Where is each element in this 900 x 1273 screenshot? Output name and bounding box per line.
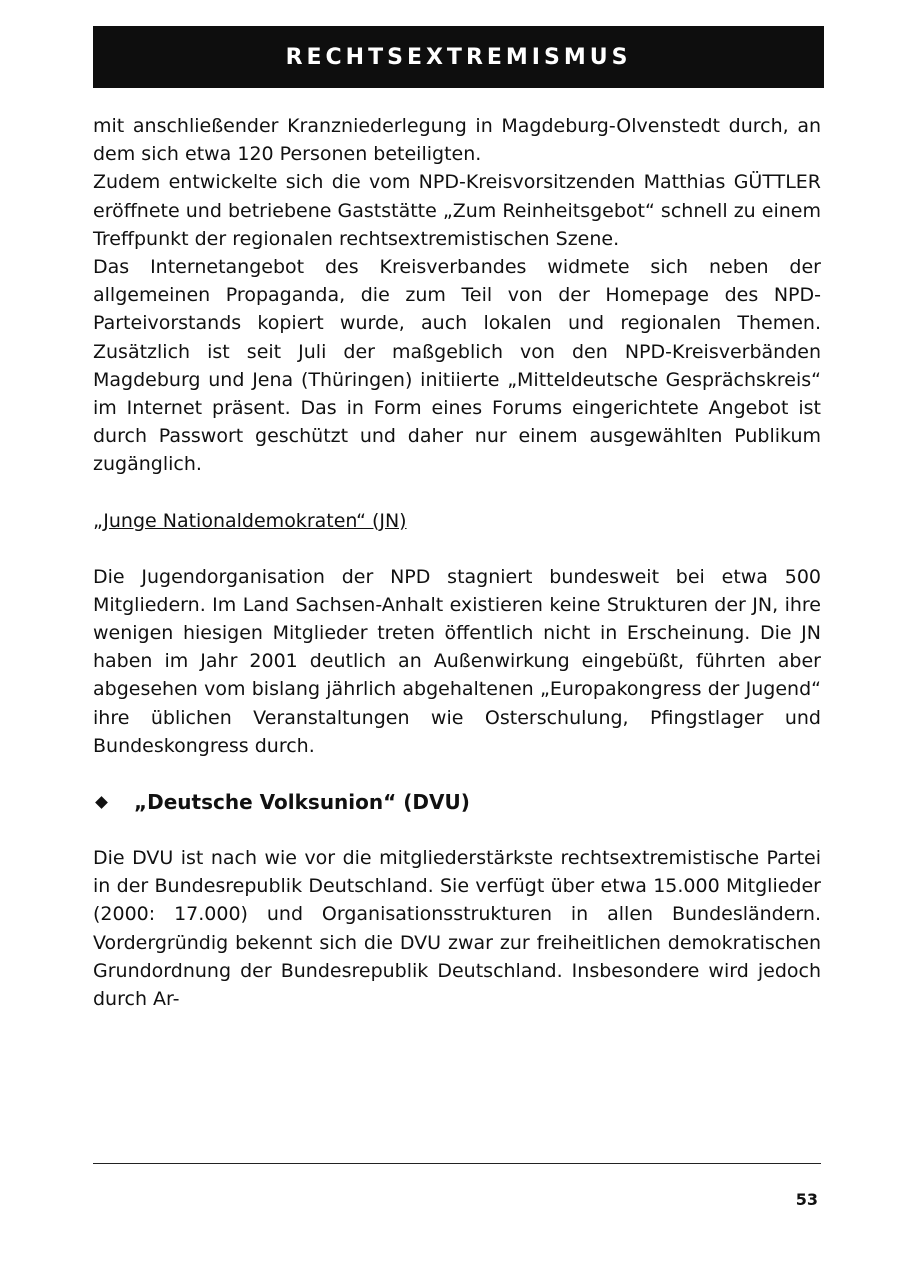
footer-divider xyxy=(93,1163,821,1164)
paragraph-dvu: Die DVU ist nach wie vor die mitgliederstärkste rechtsextremistische Partei in der Bundesrepublik Deutschland. Sie verfügt über etwa 15.000 Mitglieder (2000: 17.000) und Organisationsstrukturen in allen Bundesländern. Vordergründig bekennt sich die DVU zwar zur freiheitlichen demokratischen Grundordnung der Bundesrepublik Deutschland. Insbesondere wird jedoch durch Ar- xyxy=(93,847,821,1011)
page-header-bar xyxy=(93,26,824,88)
paragraph-jugendorganisation: Die Jugendorganisation der NPD stagniert bundesweit bei etwa 500 Mitgliedern. Im Land Sachsen-Anhalt existieren keine Strukturen der JN, ihre wenigen hiesigen Mitglieder treten öffentlich nicht in Erscheinung. Die JN haben im Jahr 2001 deutlich an Außenwirkung eingebüßt, führten aber abgesehen vom bislang jährlich abgehaltenen „Europakongress der Jugend“ ihre üblichen Veranstaltungen wie Osterschulung, Pfingstlager und Bundeskongress durch. xyxy=(93,565,821,757)
paragraph-kranzniederlegung: mit anschließender Kranzniederlegung in Magdeburg-Olvenstedt durch, an dem sich etwa 120 Personen beteiligten. xyxy=(93,115,821,166)
section-heading-dvu xyxy=(93,788,821,816)
page-number: 53 xyxy=(795,1190,818,1209)
paragraph-gaststaette: Zudem entwickelte sich die vom NPD-Kreisvorsitzenden Matthias GÜTTLER eröffnete und betriebene Gaststätte „Zum Reinheitsgebot“ schnell zu einem Treffpunkt der regionalen rechtsextremistischen Szene. xyxy=(93,171,821,250)
paragraph-internetangebot: Das Internetangebot des Kreisverbandes widmete sich neben der allgemeinen Propaganda, die zum Teil von der Homepage des NPD-Parteivorstands kopiert wurde, auch lokalen und regionalen Themen. Zusätzlich ist seit Juli der maßgeblich von den NPD-Kreisverbänden Magdeburg und Jena (Thüringen) initiierte „Mitteldeutsche Gesprächskreis“ im Internet präsent. Das in Form eines Forums eingerichtete Angebot ist durch Passwort geschützt und daher nur einem ausgewählten Publikum zugänglich. xyxy=(93,256,821,476)
page-header-title: RECHTSEXTREMISMUS xyxy=(285,44,632,70)
page-body xyxy=(93,112,821,1013)
section-heading-dvu-text: „Deutsche Volksunion“ (DVU) xyxy=(134,790,470,815)
subheading-junge-nationaldemokraten: „Junge Nationaldemokraten“ (JN) xyxy=(93,509,407,532)
diamond-bullet-icon xyxy=(95,796,108,809)
